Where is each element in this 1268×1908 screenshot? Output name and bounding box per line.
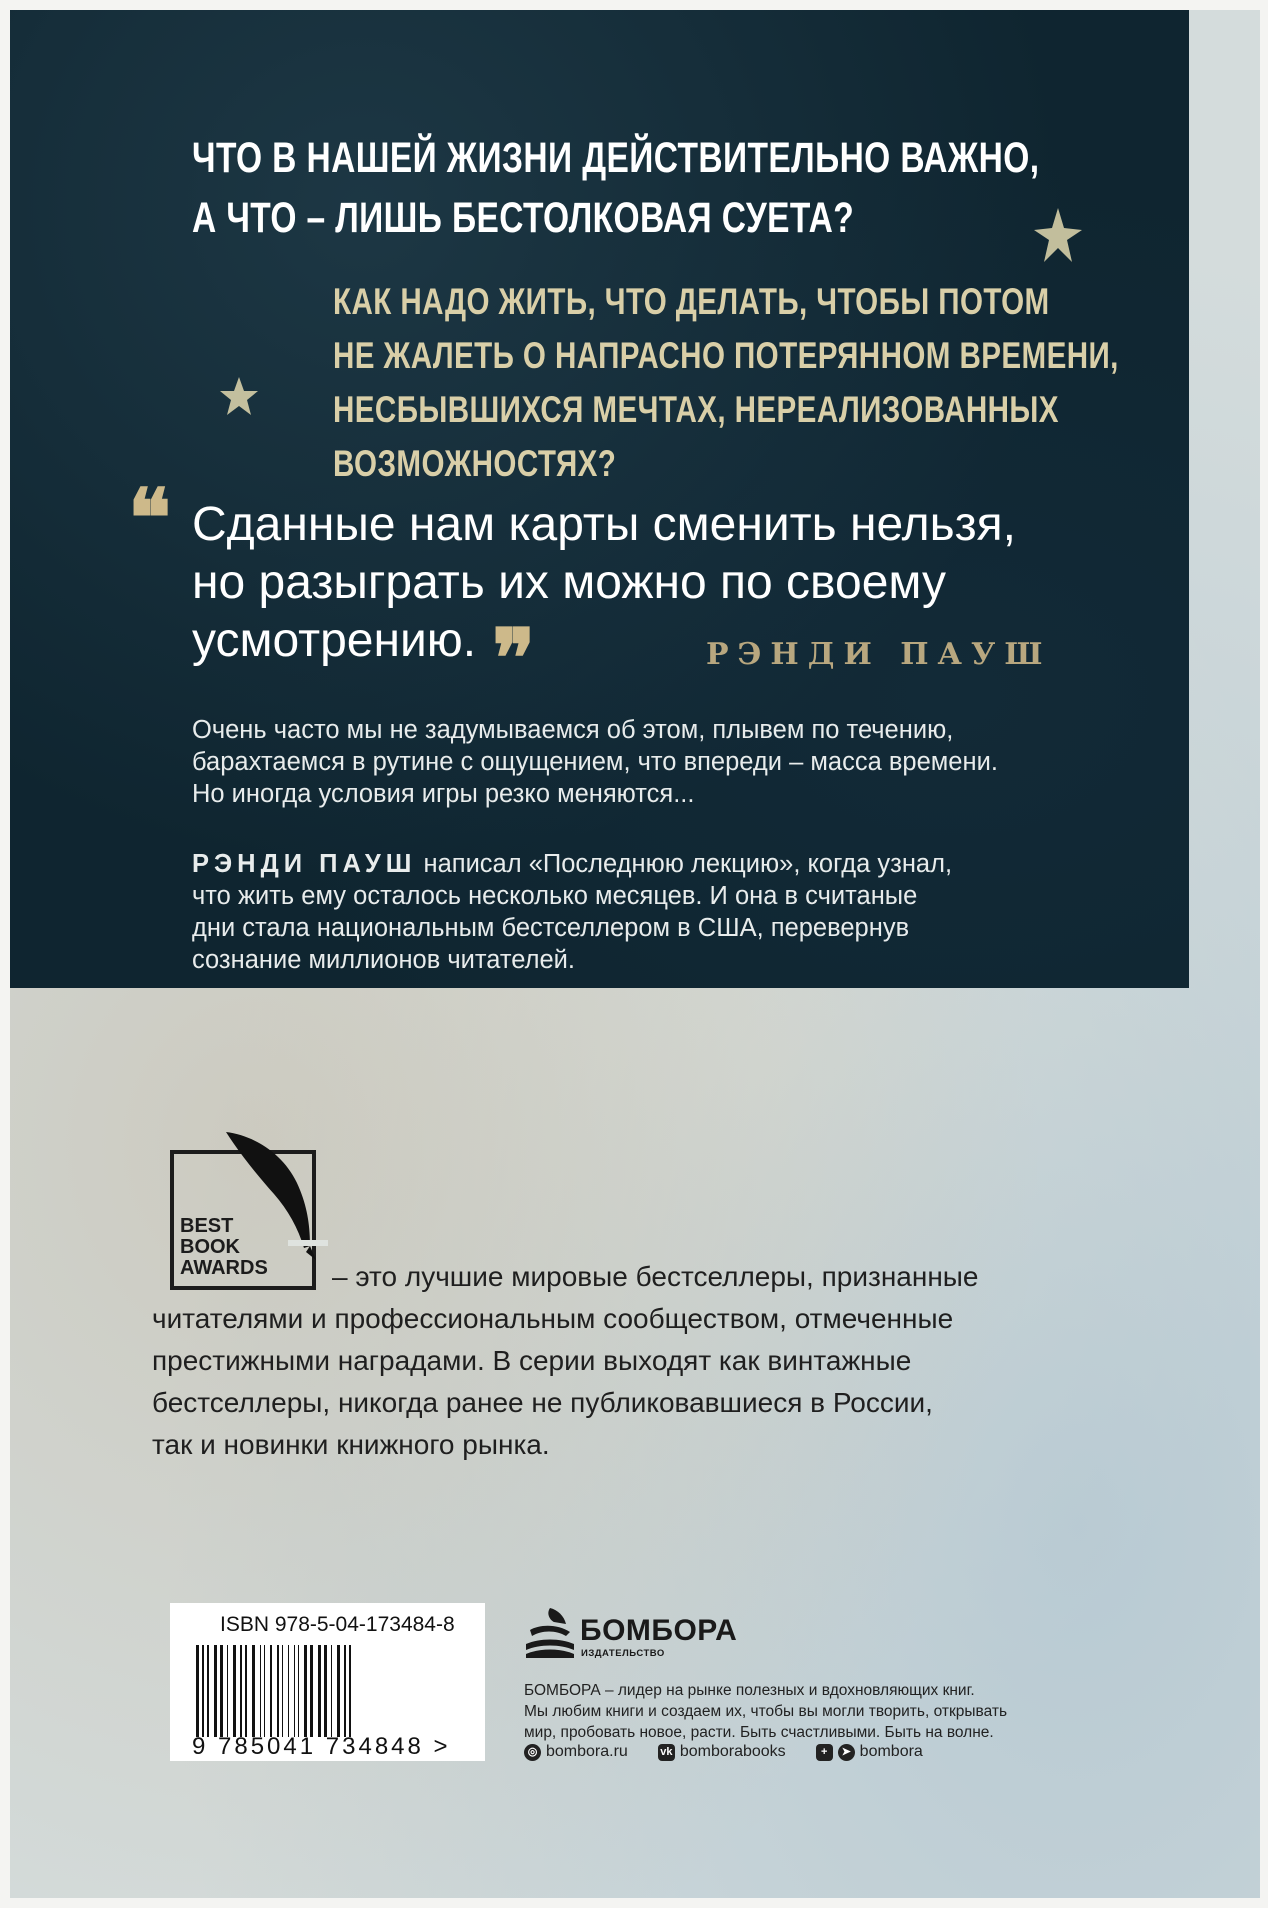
quote-line: но разыграть их можно по своему xyxy=(192,556,946,609)
barcode-digits: 9 785041 734848 > xyxy=(192,1733,451,1760)
quote-open-mark: ❝ xyxy=(128,471,172,565)
barcode-bar xyxy=(318,1645,321,1737)
barcode-bar xyxy=(288,1645,289,1737)
vk-link[interactable] xyxy=(658,1743,786,1761)
subheadline xyxy=(333,275,1119,491)
barcode-bar xyxy=(227,1645,228,1737)
headline-line: А ЧТО – ЛИШЬ БЕСТОЛКОВАЯ СУЕТА? xyxy=(192,194,855,242)
barcode-bar xyxy=(220,1645,223,1737)
barcode-bar xyxy=(233,1645,236,1737)
frame-bottom xyxy=(0,1898,1268,1908)
subhead-line: НЕСБЫВШИХСЯ МЕЧТАХ, НЕРЕАЛИЗОВАННЫХ xyxy=(333,389,1059,430)
paragraph-text: написал «Последнюю лекцию», когда узнал, xyxy=(416,850,953,878)
quote-line: усмотрению. xyxy=(192,614,477,667)
award-logo-line: BEST xyxy=(180,1215,234,1237)
telegram-label: bombora xyxy=(859,1743,923,1760)
barcode-bar xyxy=(337,1645,340,1737)
barcode-bar xyxy=(214,1645,217,1737)
barcode-bar xyxy=(252,1645,255,1737)
subhead-line: ВОЗМОЖНОСТЯХ? xyxy=(333,443,617,484)
social-links xyxy=(524,1743,1084,1761)
description-paragraph xyxy=(192,714,1092,810)
award-desc-line: так и новинки книжного рынка. xyxy=(152,1429,550,1460)
star-icon xyxy=(1032,206,1084,264)
subhead-line: КАК НАДО ЖИТЬ, ЧТО ДЕЛАТЬ, ЧТОБЫ ПОТОМ xyxy=(333,281,1050,322)
paragraph-line: Очень часто мы не задумываемся об этом, плывем по течению, xyxy=(192,716,954,744)
barcode-bar xyxy=(344,1645,346,1737)
bombora-logo-icon xyxy=(524,1604,576,1660)
barcode-bar xyxy=(298,1645,299,1737)
award-logo-line: BOOK xyxy=(180,1236,240,1258)
barcode-bar xyxy=(349,1645,351,1737)
barcode xyxy=(196,1645,466,1737)
headline-line: ЧТО В НАШЕЙ ЖИЗНИ ДЕЙСТВИТЕЛЬНО ВАЖНО, xyxy=(192,134,1040,182)
paragraph-line xyxy=(192,848,1092,880)
award-desc-line: – это лучшие мировые бестселлеры, признанные xyxy=(332,1261,979,1292)
globe-icon: ◎ xyxy=(524,1744,541,1761)
barcode-bar xyxy=(270,1645,272,1737)
barcode-bar xyxy=(310,1645,313,1737)
author-name: РЭНДИ ПАУШ xyxy=(192,850,417,878)
publisher-name: БОМБОРА xyxy=(580,1614,738,1647)
website-link[interactable] xyxy=(524,1743,628,1761)
barcode-bar xyxy=(196,1645,199,1737)
plus-icon: + xyxy=(816,1744,833,1761)
vk-icon: vk xyxy=(658,1744,675,1761)
publisher-desc-line: мир, пробовать новое, расти. Быть счастливыми. Быть на волне. xyxy=(524,1724,994,1741)
quote-author: РЭНДИ ПАУШ xyxy=(706,637,1052,672)
publisher-subtitle: ИЗДАТЕЛЬСТВО xyxy=(581,1648,665,1659)
website-label: bombora.ru xyxy=(546,1743,628,1760)
paragraph-line: что жить ему осталось несколько месяцев. И она в считаные xyxy=(192,882,918,910)
barcode-bar xyxy=(240,1645,242,1737)
barcode-bar xyxy=(331,1645,332,1737)
frame-right xyxy=(1260,0,1268,1908)
paragraph-line: сознание миллионов читателей. xyxy=(192,946,575,974)
frame-left xyxy=(0,0,10,1908)
isbn: ISBN 978-5-04-173484-8 xyxy=(220,1613,455,1636)
subhead-line: НЕ ЖАЛЕТЬ О НАПРАСНО ПОТЕРЯННОМ ВРЕМЕНИ, xyxy=(333,335,1119,376)
barcode-bar xyxy=(245,1645,247,1737)
barcode-bar xyxy=(277,1645,279,1737)
telegram-link[interactable] xyxy=(816,1743,923,1761)
publisher-description xyxy=(524,1680,1084,1743)
barcode-bar xyxy=(304,1645,307,1737)
publisher-desc-line: БОМБОРА – лидер на рынке полезных и вдохновляющих книг. xyxy=(524,1682,975,1699)
award-desc-line: читателями и профессиональным сообществом, отмеченные xyxy=(152,1303,954,1334)
barcode-bar xyxy=(260,1645,261,1737)
publisher-desc-line: Мы любим книги и создаем их, чтобы вы могли творить, открывать xyxy=(524,1703,1008,1720)
vk-label: bomborabooks xyxy=(679,1743,786,1760)
author-paragraph xyxy=(192,848,1092,976)
award-desc-line: престижными наградами. В серии выходят как винтажные xyxy=(152,1345,912,1376)
barcode-bar xyxy=(202,1645,204,1737)
barcode-bar xyxy=(294,1645,295,1737)
paragraph-line: дни стала национальным бестселлером в США, перевернув xyxy=(192,914,910,942)
barcode-bar xyxy=(324,1645,327,1737)
award-logo-line: AWARDS xyxy=(180,1257,268,1279)
quote-line: Сданные нам карты сменить нельзя, xyxy=(192,498,1016,551)
headline xyxy=(192,128,1040,248)
telegram-icon: ➤ xyxy=(838,1744,855,1761)
barcode-bar xyxy=(207,1645,209,1737)
barcode-bar xyxy=(282,1645,283,1737)
barcode-box xyxy=(170,1603,485,1761)
award-description xyxy=(152,1256,1092,1466)
barcode-bar xyxy=(264,1645,265,1737)
star-icon xyxy=(218,375,260,417)
quote-close-mark: ❞ xyxy=(492,611,536,705)
paragraph-line: барахтаемся в рутине с ощущением, что впереди – масса времени. xyxy=(192,748,998,776)
frame-top xyxy=(0,0,1268,10)
paragraph-line: Но иногда условия игры резко меняются... xyxy=(192,780,695,808)
award-desc-line: бестселлеры, никогда ранее не публиковавшиеся в России, xyxy=(152,1387,933,1418)
